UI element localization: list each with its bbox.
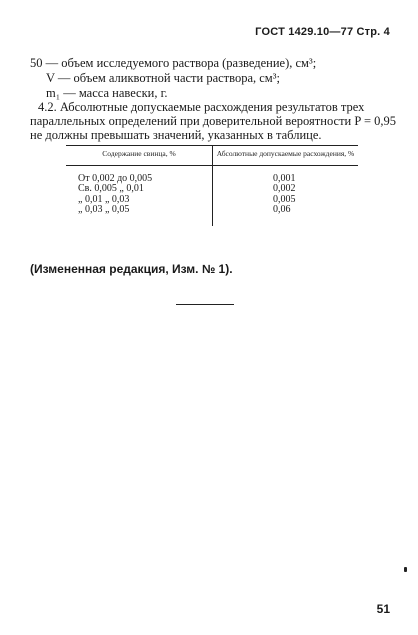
margin-mark	[404, 567, 407, 572]
table-cell: „ 0,01 „ 0,03	[66, 195, 213, 206]
table-cell: От 0,002 до 0,005	[66, 165, 213, 184]
text-line-4: 4.2. Абсолютные допускаемые расхождения результатов трех	[38, 100, 365, 114]
table-cell: Св. 0,005 „ 0,01	[66, 184, 213, 195]
column-header-tolerance: Абсолютные допускаемые расхождения, %	[213, 146, 359, 166]
table-row	[66, 205, 358, 226]
table-row	[66, 165, 358, 184]
table-cell: „ 0,03 „ 0,05	[66, 205, 213, 226]
text-line-5: параллельных определений при доверительной вероятности P = 0,95	[30, 114, 397, 128]
text-line-3: m₁ — масса навески, г.	[46, 86, 168, 100]
document-header: ГОСТ 1429.10—77 Стр. 4	[255, 26, 390, 38]
text-line-1: 50 — объем исследуемого раствора (разведение), см³;	[30, 56, 317, 70]
table-cell: 0,002	[273, 183, 296, 195]
column-header-lead-content: Содержание свинца, %	[66, 146, 213, 166]
table-cell: 0,005	[273, 193, 296, 205]
amendment-note: (Измененная редакция, Изм. № 1).	[30, 262, 233, 276]
table-cell: 0,06	[273, 204, 291, 216]
text-line-2: V — объем аликвотной части раствора, см³;	[46, 71, 280, 85]
tolerance-table	[66, 145, 358, 226]
text-line-6: не должны превышать значений, указанных в таблице.	[30, 128, 322, 142]
table-header-row	[66, 146, 358, 166]
table-cell: 0,001	[273, 172, 296, 184]
page-number: 51	[376, 602, 390, 616]
section-divider	[176, 304, 234, 305]
